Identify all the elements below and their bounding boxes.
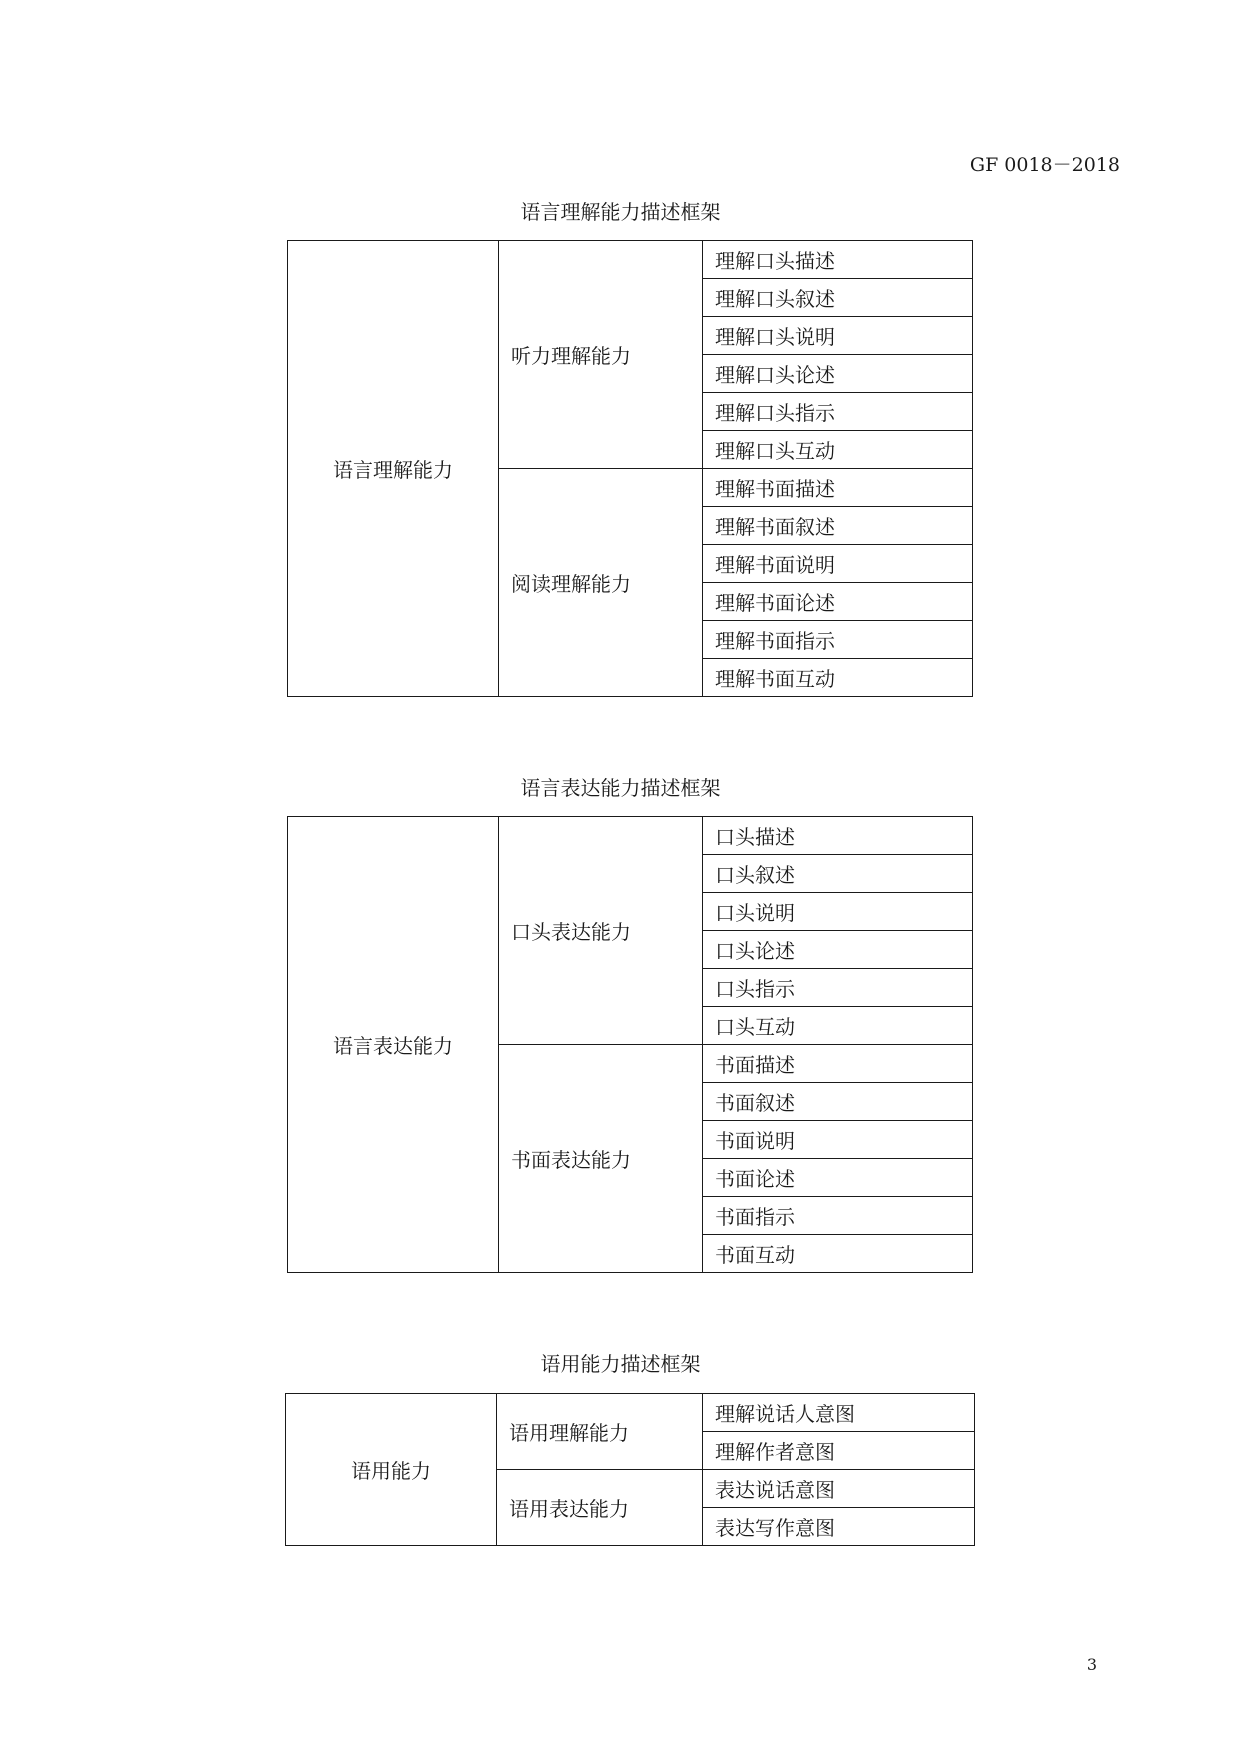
item-cell: 书面指示 bbox=[703, 1197, 973, 1235]
group-cell: 书面表达能力 bbox=[499, 1045, 703, 1273]
document-code: GF 0018－2018 bbox=[969, 154, 1120, 176]
item-cell: 理解书面论述 bbox=[703, 583, 973, 621]
group-cell: 阅读理解能力 bbox=[499, 469, 703, 697]
item-cell: 书面论述 bbox=[703, 1159, 973, 1197]
item-cell: 理解作者意图 bbox=[703, 1432, 975, 1470]
item-cell: 口头说明 bbox=[703, 893, 973, 931]
item-cell: 表达说话意图 bbox=[703, 1470, 975, 1508]
item-cell: 理解书面说明 bbox=[703, 545, 973, 583]
framework-table bbox=[287, 240, 973, 697]
group-cell: 口头表达能力 bbox=[499, 817, 703, 1045]
item-cell: 书面叙述 bbox=[703, 1083, 973, 1121]
item-cell: 理解口头论述 bbox=[703, 355, 973, 393]
page-number: 3 bbox=[1086, 1655, 1097, 1674]
item-cell: 口头指示 bbox=[703, 969, 973, 1007]
framework-table bbox=[287, 816, 973, 1273]
group-cell: 听力理解能力 bbox=[499, 241, 703, 469]
item-cell: 理解口头描述 bbox=[703, 241, 973, 279]
item-cell: 书面说明 bbox=[703, 1121, 973, 1159]
item-cell: 口头叙述 bbox=[703, 855, 973, 893]
item-cell: 理解说话人意图 bbox=[703, 1394, 975, 1432]
table-title: 语言表达能力描述框架 bbox=[520, 776, 721, 800]
item-cell: 理解口头叙述 bbox=[703, 279, 973, 317]
table-title: 语用能力描述框架 bbox=[540, 1352, 701, 1376]
item-cell: 口头互动 bbox=[703, 1007, 973, 1045]
category-cell: 语用能力 bbox=[286, 1394, 497, 1546]
table-title: 语言理解能力描述框架 bbox=[520, 200, 721, 224]
item-cell: 理解口头指示 bbox=[703, 393, 973, 431]
group-cell: 语用表达能力 bbox=[497, 1470, 703, 1546]
item-cell: 理解书面互动 bbox=[703, 659, 973, 697]
item-cell: 口头描述 bbox=[703, 817, 973, 855]
framework-table bbox=[285, 1393, 975, 1546]
item-cell: 理解口头说明 bbox=[703, 317, 973, 355]
item-cell: 表达写作意图 bbox=[703, 1508, 975, 1546]
item-cell: 理解书面叙述 bbox=[703, 507, 973, 545]
item-cell: 理解书面描述 bbox=[703, 469, 973, 507]
category-cell: 语言表达能力 bbox=[288, 817, 499, 1273]
item-cell: 理解书面指示 bbox=[703, 621, 973, 659]
item-cell: 书面描述 bbox=[703, 1045, 973, 1083]
item-cell: 口头论述 bbox=[703, 931, 973, 969]
item-cell: 理解口头互动 bbox=[703, 431, 973, 469]
category-cell: 语言理解能力 bbox=[288, 241, 499, 697]
group-cell: 语用理解能力 bbox=[497, 1394, 703, 1470]
item-cell: 书面互动 bbox=[703, 1235, 973, 1273]
